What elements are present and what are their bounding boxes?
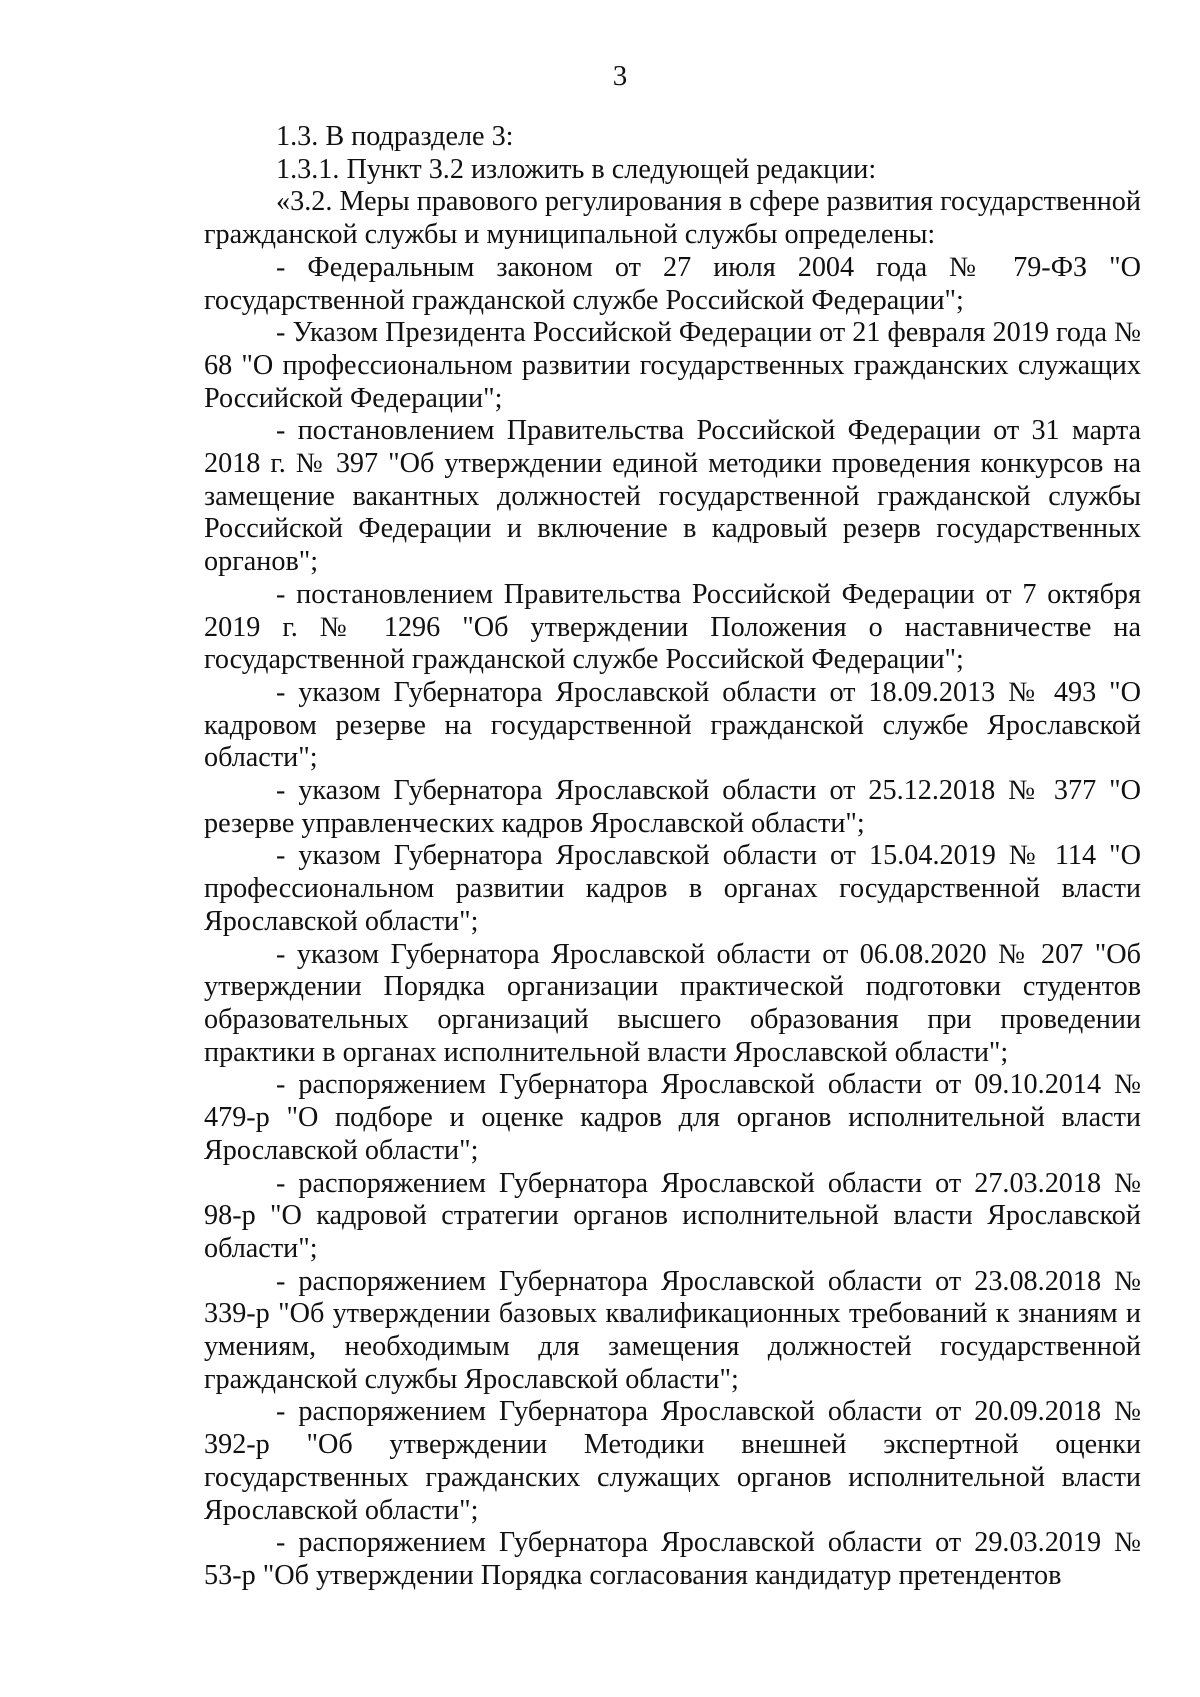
paragraph-list-item: - распоряжением Губернатора Ярославской области от 29.03.2019 № 53-р "Об утверждении Порядка согласования кандидатур претендентов — [204, 1527, 1141, 1591]
paragraph-list-item: - распоряжением Губернатора Ярославской области от 09.10.2014 № 479-р "О подборе и оценке кадров для органов исполнительной власти Ярославской области"; — [204, 1069, 1141, 1166]
document-body — [204, 121, 1141, 1593]
paragraph-list-item: - указом Губернатора Ярославской области от 25.12.2018 № 377 "О резерве управленческих кадров Ярославской области"; — [204, 775, 1141, 839]
paragraph-subsection-heading: 1.3. В подразделе 3: — [276, 121, 514, 152]
paragraph-list-item: - указом Губернатора Ярославской области от 18.09.2013 № 493 "О кадровом резерве на государственной гражданской службе Ярославской области"; — [204, 676, 1141, 774]
paragraph-list-item: - указом Губернатора Ярославской области от 15.04.2019 № 114 "О профессиональном развитии кадров в органах государственной власти Ярославской области"; — [204, 840, 1141, 937]
paragraph-list-item: - распоряжением Губернатора Ярославской области от 23.08.2018 № 339-р "Об утверждении базовых квалификационных требований к знаниям и умениям, необходимым для замещения должностей государственной гражданской службы Ярославской области"; — [204, 1265, 1141, 1395]
page-number: 3 — [612, 60, 628, 92]
paragraph-list-item: - Федеральным законом от 27 июля 2004 года № 79-ФЗ "О государственной гражданской службе Российской Федерации"; — [204, 251, 1141, 316]
paragraph-list-item: - постановлением Правительства Российской Федерации от 7 октября 2019 г. № 1296 "Об утверждении Положения о наставничестве на государственной гражданской службе Российской Федерации"; — [204, 578, 1141, 676]
paragraph-list-item: - постановлением Правительства Российской Федерации от 31 марта 2018 г. № 397 "Об утверждении единой методики проведения конкурсов на замещение вакантных должностей государственной гражданской службы Российской Федерации и включение в кадровый резерв государственных органов"; — [204, 415, 1141, 578]
paragraph-item-instruction: 1.3.1. Пункт 3.2 изложить в следующей редакции: — [276, 153, 877, 185]
paragraph-list-item: - Указом Президента Российской Федерации от 21 февраля 2019 года № 68 "О профессиональном развитии государственных гражданских служащих Российской Федерации"; — [204, 317, 1141, 414]
paragraph-list-item: - указом Губернатора Ярославской области от 06.08.2020 № 207 "Об утверждении Порядка организации практической подготовки студентов образовательных организаций высшего образования при проведении практики в органах исполнительной власти Ярославской области"; — [204, 938, 1141, 1068]
paragraph-list-item: - распоряжением Губернатора Ярославской области от 20.09.2018 № 392-р "Об утверждении Методики внешней экспертной оценки государственных гражданских служащих органов исполнительной власти Ярославской области"; — [204, 1396, 1141, 1526]
paragraph-measures-intro: «3.2. Меры правового регулирования в сфере развития государственной гражданской службы и муниципальной службы определены: — [204, 186, 1141, 251]
paragraph-list-item: - распоряжением Губернатора Ярославской области от 27.03.2018 № 98-р "О кадровой стратегии органов исполнительной власти Ярославской области"; — [204, 1167, 1141, 1264]
